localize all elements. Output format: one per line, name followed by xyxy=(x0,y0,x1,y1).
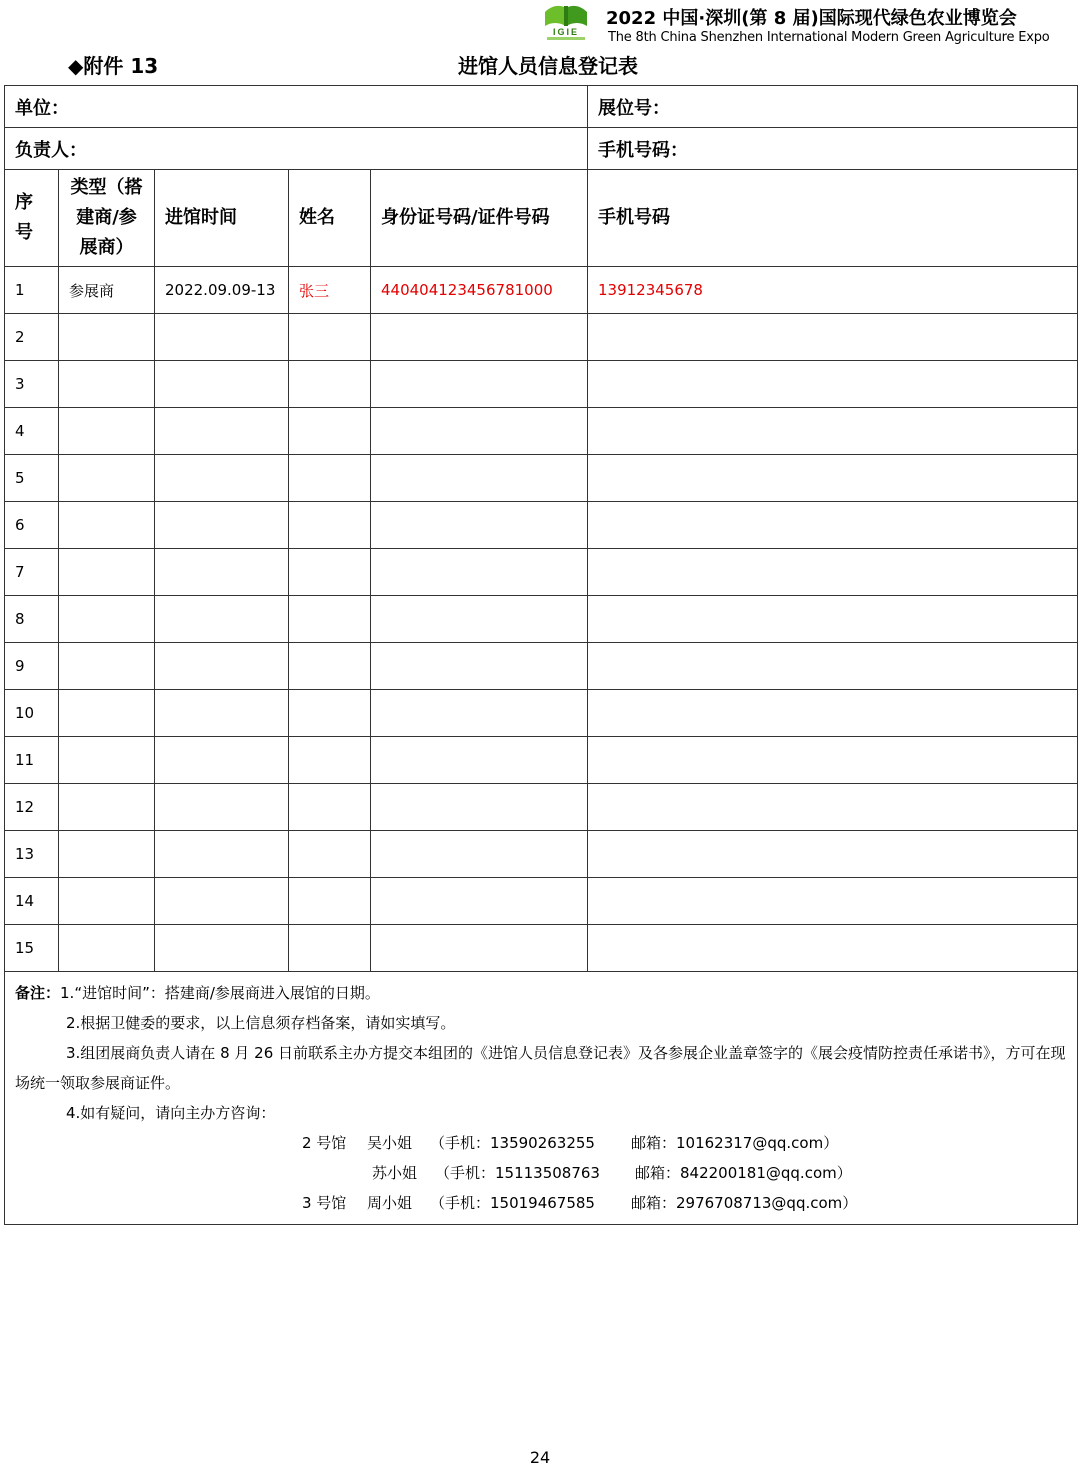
row-cell[interactable] xyxy=(289,549,371,596)
contact-name: 吴小姐 xyxy=(367,1134,413,1152)
notes-row xyxy=(5,972,1078,1225)
contact-phone: （手机：15019467585 xyxy=(430,1194,595,1212)
row-seq: 4 xyxy=(5,408,59,455)
col-header-id: 身份证号码/证件号码 xyxy=(371,170,588,267)
row-cell[interactable] xyxy=(588,408,1078,455)
row-cell[interactable] xyxy=(155,925,289,972)
row-cell[interactable] xyxy=(59,831,155,878)
contact-phone: （手机：15113508763 xyxy=(435,1164,600,1182)
table-row xyxy=(5,596,1078,643)
row-cell[interactable] xyxy=(155,737,289,784)
row-seq: 7 xyxy=(5,549,59,596)
row-seq: 14 xyxy=(5,878,59,925)
row-seq: 5 xyxy=(5,455,59,502)
col-header-name: 姓名 xyxy=(289,170,371,267)
table-row xyxy=(5,925,1078,972)
contact-hall: 2 号馆 xyxy=(302,1134,347,1152)
expo-title-cn: 2022 中国·深圳(第 8 届)国际现代绿色农业博览会 xyxy=(606,8,1017,29)
row-cell[interactable] xyxy=(371,831,588,878)
manager-row xyxy=(5,128,1078,170)
row-seq: 2 xyxy=(5,314,59,361)
logo-text: IGIE xyxy=(552,27,580,37)
row-seq: 1 xyxy=(5,267,59,314)
table-row xyxy=(5,690,1078,737)
unit-field[interactable]: 单位： xyxy=(5,86,588,128)
row-cell[interactable] xyxy=(155,643,289,690)
table-header-row xyxy=(5,170,1078,267)
row-cell[interactable] xyxy=(371,455,588,502)
row-seq: 8 xyxy=(5,596,59,643)
table-row xyxy=(5,549,1078,596)
notes-cell xyxy=(5,972,1078,1225)
row-cell[interactable] xyxy=(289,878,371,925)
table-row xyxy=(5,784,1078,831)
row-cell[interactable] xyxy=(371,878,588,925)
example-row xyxy=(5,267,1078,314)
row-cell[interactable] xyxy=(588,596,1078,643)
contact-email[interactable]: 邮箱：2976708713@qq.com） xyxy=(631,1194,858,1212)
manager-phone-field[interactable]: 手机号码： xyxy=(588,128,1078,170)
table-row xyxy=(5,314,1078,361)
row-cell[interactable] xyxy=(289,502,371,549)
booth-field[interactable]: 展位号： xyxy=(588,86,1078,128)
attachment-label: ◆附件 13 xyxy=(68,54,159,78)
notes-label: 备注： xyxy=(15,984,61,1002)
table-row xyxy=(5,455,1078,502)
row-cell[interactable] xyxy=(59,502,155,549)
table-row xyxy=(5,878,1078,925)
row-cell[interactable] xyxy=(155,502,289,549)
row-name[interactable]: 张三 xyxy=(289,267,371,314)
row-cell[interactable] xyxy=(588,737,1078,784)
unit-row xyxy=(5,86,1078,128)
row-cell[interactable] xyxy=(289,596,371,643)
table-row xyxy=(5,831,1078,878)
row-cell[interactable] xyxy=(59,455,155,502)
col-header-seq: 序号 xyxy=(5,170,59,267)
row-cell[interactable] xyxy=(289,737,371,784)
contact-hall: 3 号馆 xyxy=(302,1194,347,1212)
page-number: 24 xyxy=(529,1448,551,1467)
row-cell[interactable] xyxy=(59,314,155,361)
row-cell[interactable] xyxy=(289,925,371,972)
contact-name: 周小姐 xyxy=(367,1194,413,1212)
row-cell[interactable] xyxy=(289,314,371,361)
row-cell[interactable] xyxy=(59,361,155,408)
row-cell[interactable] xyxy=(155,408,289,455)
page-header xyxy=(0,0,1080,80)
row-cell[interactable] xyxy=(59,878,155,925)
row-cell[interactable] xyxy=(588,643,1078,690)
manager-field[interactable]: 负责人： xyxy=(5,128,588,170)
row-cell[interactable] xyxy=(289,690,371,737)
row-cell[interactable] xyxy=(155,596,289,643)
row-cell[interactable] xyxy=(155,314,289,361)
blank-rows xyxy=(5,314,1078,972)
row-cell[interactable] xyxy=(155,831,289,878)
col-header-phone: 手机号码 xyxy=(588,170,1078,267)
row-cell[interactable] xyxy=(371,643,588,690)
registration-table xyxy=(4,85,1078,1225)
row-cell[interactable] xyxy=(371,314,588,361)
row-cell[interactable] xyxy=(371,361,588,408)
col-header-time: 进馆时间 xyxy=(155,170,289,267)
row-cell[interactable] xyxy=(371,408,588,455)
row-cell[interactable] xyxy=(289,361,371,408)
row-cell[interactable] xyxy=(588,690,1078,737)
row-cell[interactable] xyxy=(59,925,155,972)
row-cell[interactable] xyxy=(371,549,588,596)
row-seq: 6 xyxy=(5,502,59,549)
row-id[interactable]: 440404123456781000 xyxy=(371,267,588,314)
row-seq: 13 xyxy=(5,831,59,878)
row-cell[interactable] xyxy=(371,502,588,549)
row-seq: 9 xyxy=(5,643,59,690)
row-cell[interactable] xyxy=(59,549,155,596)
row-cell[interactable] xyxy=(588,361,1078,408)
table-row xyxy=(5,737,1078,784)
row-cell[interactable] xyxy=(155,455,289,502)
row-type[interactable]: 参展商 xyxy=(59,267,155,314)
row-cell[interactable] xyxy=(289,408,371,455)
row-cell[interactable] xyxy=(289,784,371,831)
row-cell[interactable] xyxy=(59,643,155,690)
row-cell[interactable] xyxy=(289,455,371,502)
row-phone[interactable]: 13912345678 xyxy=(588,267,1078,314)
row-cell[interactable] xyxy=(59,596,155,643)
row-cell[interactable] xyxy=(155,878,289,925)
row-cell[interactable] xyxy=(371,737,588,784)
expo-title-en: The 8th China Shenzhen International Modern Green Agriculture Expo xyxy=(608,30,1050,45)
table-row xyxy=(5,408,1078,455)
row-cell[interactable] xyxy=(59,784,155,831)
row-cell[interactable] xyxy=(59,408,155,455)
contact-email[interactable]: 邮箱：10162317@qq.com） xyxy=(631,1134,839,1152)
row-seq: 15 xyxy=(5,925,59,972)
row-cell[interactable] xyxy=(59,690,155,737)
table-row xyxy=(5,643,1078,690)
row-cell[interactable] xyxy=(289,643,371,690)
contact-line xyxy=(15,1188,1067,1218)
contact-line xyxy=(15,1158,1067,1188)
row-cell[interactable] xyxy=(155,784,289,831)
row-cell[interactable] xyxy=(155,549,289,596)
row-seq: 12 xyxy=(5,784,59,831)
row-cell[interactable] xyxy=(155,690,289,737)
row-seq: 3 xyxy=(5,361,59,408)
contact-phone: （手机：13590263255 xyxy=(430,1134,595,1152)
row-cell[interactable] xyxy=(155,361,289,408)
row-cell[interactable] xyxy=(588,925,1078,972)
row-cell[interactable] xyxy=(59,737,155,784)
contact-email[interactable]: 邮箱：842200181@qq.com） xyxy=(635,1164,852,1182)
col-header-type: 类型（搭建商/参展商） xyxy=(59,170,155,267)
igie-logo-icon xyxy=(533,2,599,42)
row-cell[interactable] xyxy=(588,831,1078,878)
row-cell[interactable] xyxy=(371,784,588,831)
row-seq: 11 xyxy=(5,737,59,784)
row-cell[interactable] xyxy=(588,502,1078,549)
row-cell[interactable] xyxy=(289,831,371,878)
contact-name: 苏小姐 xyxy=(372,1164,418,1182)
table-row xyxy=(5,502,1078,549)
row-cell[interactable] xyxy=(588,784,1078,831)
row-cell[interactable] xyxy=(588,549,1078,596)
row-time[interactable]: 2022.09.09-13 xyxy=(155,267,289,314)
row-cell[interactable] xyxy=(588,314,1078,361)
row-seq: 10 xyxy=(5,690,59,737)
row-cell[interactable] xyxy=(588,878,1078,925)
contact-line xyxy=(15,1128,1067,1158)
row-cell[interactable] xyxy=(371,596,588,643)
note-1: 1.“进馆时间”：搭建商/参展商进入展馆的日期。 xyxy=(60,984,380,1002)
note-2: 2.根据卫健委的要求，以上信息须存档备案，请如实填写。 xyxy=(66,1014,456,1032)
row-cell[interactable] xyxy=(371,925,588,972)
table-row xyxy=(5,361,1078,408)
note-4: 4.如有疑问，请向主办方咨询： xyxy=(66,1104,276,1122)
note-3: 3.组团展商负责人请在 8 月 26 日前联系主办方提交本组团的《进馆人员信息登记表》及各参展企业盖章签字的《展会疫情防控责任承诺书》，方可在现场统一领取参展商证件。 xyxy=(15,1044,1066,1092)
page-title: 进馆人员信息登记表 xyxy=(458,54,638,78)
row-cell[interactable] xyxy=(371,690,588,737)
row-cell[interactable] xyxy=(588,455,1078,502)
